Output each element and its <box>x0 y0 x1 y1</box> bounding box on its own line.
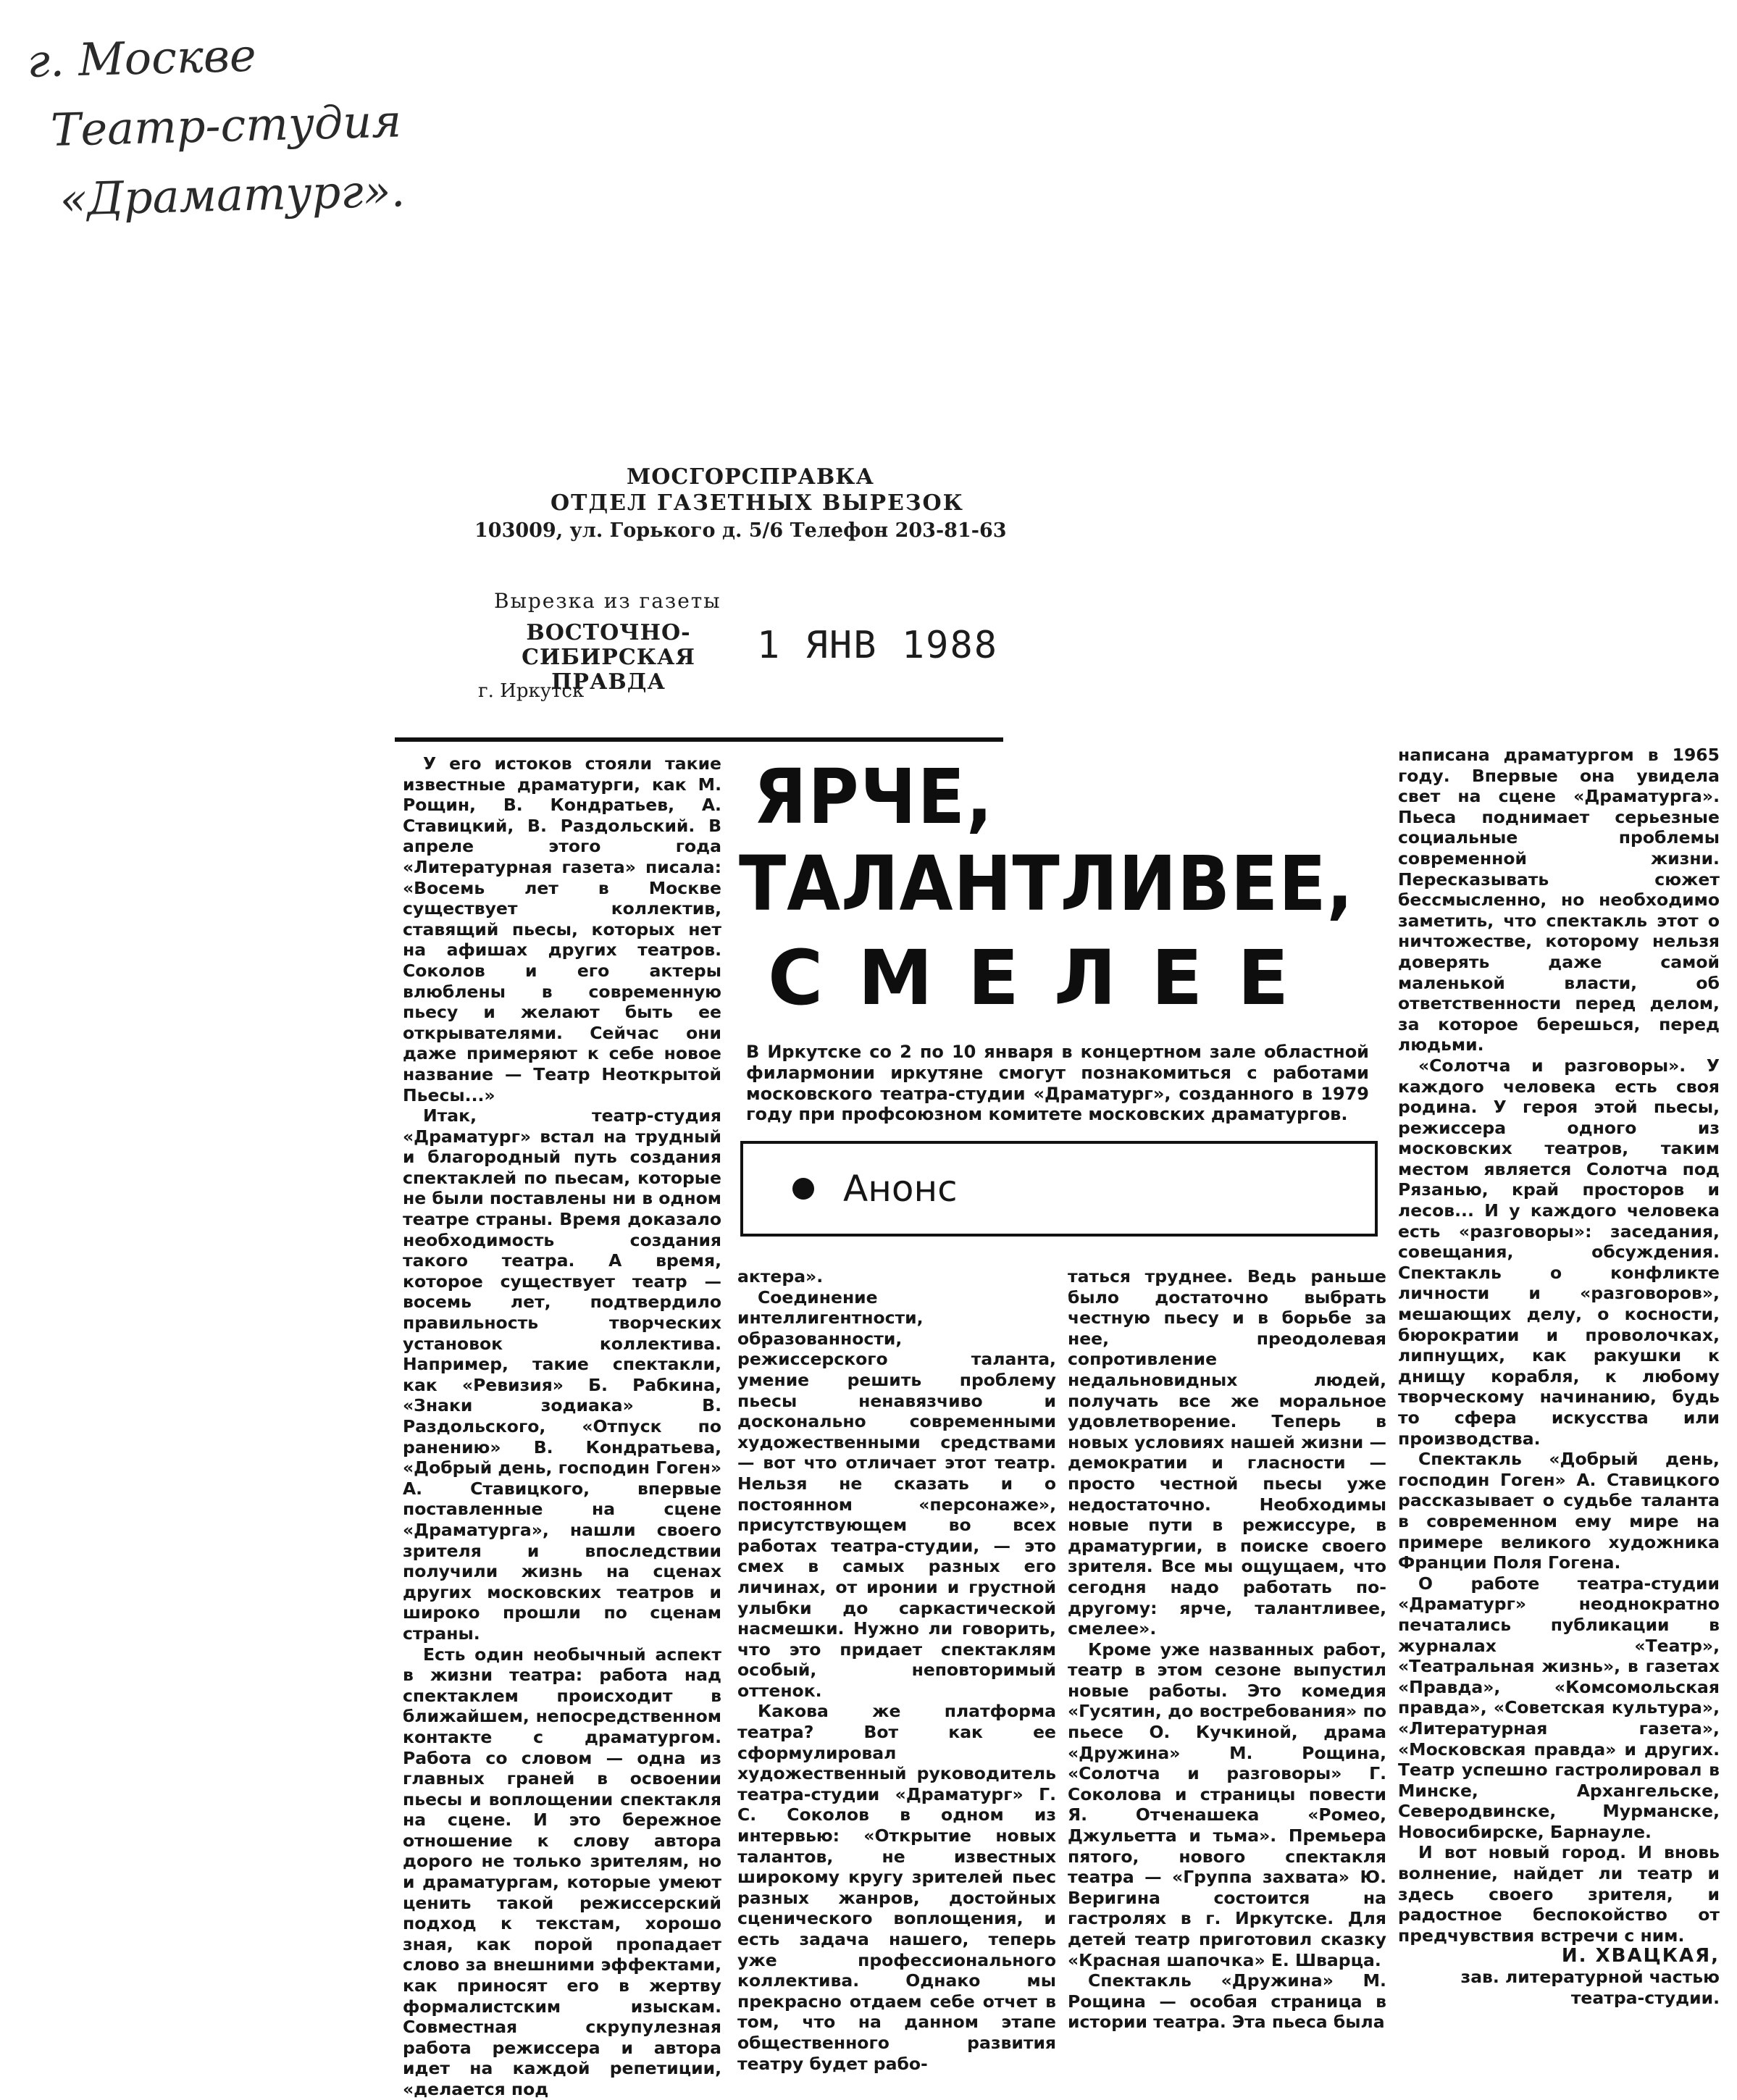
headline-line3: СМЕЛЕЕ <box>768 934 1324 1022</box>
column-4 <box>1398 745 1720 2008</box>
paragraph: Соединение интеллигентности, образованности, режиссерского таланта, умение решить проблему пьесы ненавязчиво и досконально современными художественными средствами — вот что отличает этот театр. Нельзя не сказать и о постоянном «персонаже», присутствующем во всех работах театра-студии, — это смех в самых разных его личинах, от иронии и грустной улыбки до саркастической насмешки. Нужно ли говорить, что это придает спектаклям особый, неповторимый оттенок. <box>737 1287 1056 1701</box>
paragraph: И вот новый город. И вновь волнение, найдет ли театр и здесь своего зрителя, и радостное беспокойство от предчувствия встречи с ним. <box>1398 1842 1720 1946</box>
signature-name: И. ХВАЦКАЯ, <box>1561 1945 1720 1967</box>
signature-position-line1: зав. литературной частью <box>1460 1967 1720 1988</box>
column-1 <box>403 753 721 2100</box>
bullet-icon <box>792 1178 814 1200</box>
stamp-department: ОТДЕЛ ГАЗЕТНЫХ ВЫРЕЗОК <box>551 490 964 516</box>
rubric-label: Анонс <box>843 1168 958 1210</box>
paragraph: О работе театра-студии «Драматург» неоднократно печатались публикации в журналах «Театр», «Театральная жизнь», в газетах «Правда», «Комсомольская правда», «Советская культура», «Литературная газета», «Московская правда» и других. Театр успешно гастролировал в Минске, Архангельске, Северодвинске, Мурманске, Новосибирске, Барнауле. <box>1398 1573 1720 1842</box>
handwritten-note <box>26 17 408 235</box>
stamp-organization: МОСГОРСПРАВКА <box>627 464 874 490</box>
headline-line1: ЯРЧЕ, <box>753 753 995 841</box>
paragraph: У его истоков стояли такие известные драматурги, как М. Рощин, В. Кондратьев, А. Ставицкий, В. Раздольский. В апреле этого года «Литературная газета» писала: «Восемь лет в Москве существует коллектив, ставящий пьесы, которых нет на афишах других театров. Соколов и его актеры влюблены в современную пьесу и желают быть ее открывателями. Сейчас они даже примеряют к себе новое название — Театр Неоткрытой Пьесы...» <box>403 753 721 1105</box>
stamp-newspaper-line1: ВОСТОЧНО- <box>526 620 691 645</box>
paragraph: Есть один необычный аспект в жизни театра: работа над спектаклем происходит в ближайшем, непосредственном контакте с драматургом. Работа со словом — одна из главных граней в освоении пьесы и воплощении спектакля на сцене. И это бережное отношение к слову автора дорого не только зрителям, но и драматургам, которые умеют ценить такой режиссерский подход к текстам, хорошо зная, как порой пропадает слово за внешними эффектами, как приносят его в жертву формалистским изыскам. Совместная скрупулезная работа режиссера и автора идет на каждой репетиции, «делается под <box>403 1644 721 2099</box>
stamp-clipping-label: Вырезка из газеты <box>494 589 721 613</box>
stamp-address: 103009, ул. Горького д. 5/6 Телефон 203-81-63 <box>474 519 1007 542</box>
signature-position-line2: театра-студии. <box>1570 1987 1720 2008</box>
paragraph: актера». <box>737 1266 824 1287</box>
paragraph: Кроме уже названных работ, театр в этом сезоне выпустил новые работы. Это комедия «Гусятин, до востребования» по пьесе О. Кучкиной, драма «Дружина» М. Рощина, «Солотча и разговоры» Г. Соколова и страницы повести Я. Отченашека «Ромео, Джульетта и тьма». Премьера пятого, нового спектакля театра — «Группа захвата» Ю. Веригина состоится на гастролях в г. Иркутске. Для детей театр приготовил сказку «Красная шапочка» Е. Шварца. <box>1068 1639 1386 1970</box>
stamp-divider <box>395 737 1003 742</box>
article-lead: В Иркутске со 2 по 10 января в концертном зале областной филармонии иркутяне смогут познакомиться с работами московского театра-студии «Драматург», созданного в 1979 году при профсоюзном комитете московских драматургов. <box>746 1042 1369 1125</box>
signature <box>1398 1946 1720 2008</box>
stamp-date: 1 ЯНВ 1988 <box>757 624 999 667</box>
paragraph: «Солотча и разговоры». У каждого человека есть своя родина. У героя этой пьесы, режиссера одного из московских театров, таким местом является Солотча под Рязанью, край просторов и лесов... И у каждого человека есть «разговоры»: заседания, совещания, обсуждения. Спектакль о конфликте личности и «разговоров», мешающих делу, о косности, бюрократии и проволочках, липнущих, как ракушки к днищу корабля, к любому творческому начинанию, будь то сфера искусства или производства. <box>1398 1055 1720 1449</box>
paragraph: Итак, театр-студия «Драматург» встал на трудный и благородный путь создания спектаклей по пьесам, которые не были поставлены ни в одном театре страны. Время доказало необходимость создания такого театра. А время, которое существует театр — восемь лет, подтвердило правильность творческих установок коллектива. Например, такие спектакли, как «Ревизия» Б. Рабкина, «Знаки зодиака» В. Раздольского, «Отпуск по ранению» В. Кондратьева, «Добрый день, господин Гоген» А. Ставицкого, впервые поставленные на сцене «Драматурга», нашли своего зрителя и впоследствии получили жизнь на сценах других московских театров и широко прошли по сценам страны. <box>403 1105 722 1644</box>
handwritten-line-city: г. Москве <box>26 28 257 88</box>
stamp-city: г. Иркутск <box>478 680 585 702</box>
clipping-stamp <box>464 453 1014 714</box>
column-3 <box>1068 1266 1386 2033</box>
paragraph: таться труднее. Ведь раньше было достаточно выбрать честную пьесу и в борьбе за нее, преодолевая сопротивление недальновидных людей, получать все же моральное удовлетворение. Теперь в новых условиях нашей жизни — демократии и гласности — просто честной пьесы уже недостаточно. Необходимы новые пути в режиссуре, в драматургии, в поиске своего зрителя. Все мы ощущаем, что сегодня надо работать по-другому: ярче, талантливее, смелее». <box>1068 1266 1386 1639</box>
column-2 <box>737 1266 1056 2074</box>
stamp-newspaper-line2: СИБИРСКАЯ ПРАВДА <box>522 645 695 695</box>
handwritten-line-name: «Драматург». <box>59 164 406 226</box>
paragraph: Спектакль «Дружина» М. Рощина — особая страница в истории театра. Эта пьеса была <box>1068 1970 1386 2033</box>
headline-line2: ТАЛАНТЛИВЕЕ, <box>739 840 1354 928</box>
paragraph: Спектакль «Добрый день, господин Гоген» А. Ставицкого рассказывает о судьбе таланта в современном ему мире на примере великого художника Франции Поля Гогена. <box>1398 1449 1720 1573</box>
rubric-box <box>740 1141 1378 1237</box>
handwritten-line-theatre: Театр-студия <box>50 94 403 157</box>
paragraph: написана драматургом в 1965 году. Впервые она увидела свет на сцене «Драматурга». Пьеса поднимает серьезные социальные проблемы современной жизни. Пересказывать сюжет бессмысленно, но необходимо заметить, что спектакль этот о ничтожестве, которому нельзя доверять даже самой маленькой власти, об ответственности перед делом, за которое берешься, перед людьми. <box>1398 745 1720 1055</box>
paragraph: Какова же платформа театра? Вот как ее сформулировал художественный руководитель театра-студии «Драматург» Г. С. Соколов в одном из интервью: «Открытие новых талантов, не известных широкому кругу зрителей пьес разных жанров, достойных сценического воплощения, и есть задача нашего, теперь уже профессионального коллектива. Однако мы прекрасно отдаем себе отчет в том, что на данном этапе общественного развития театру будет рабо- <box>737 1701 1056 2074</box>
